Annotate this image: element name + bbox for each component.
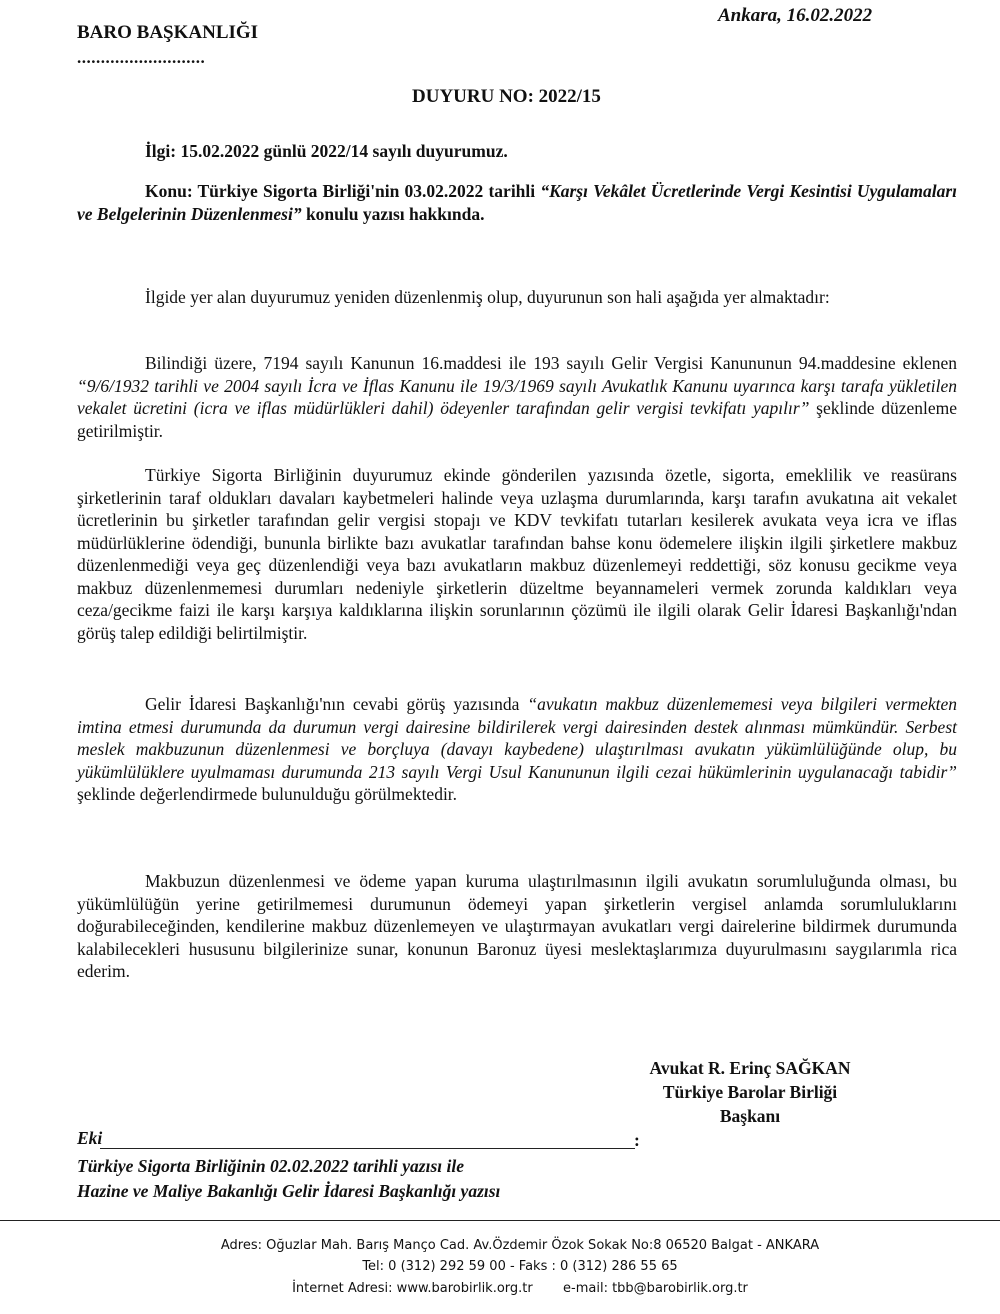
body-paragraph-5	[77, 870, 957, 983]
p4-quote: “avukatın makbuz düzenlememesi veya bilgileri vermekten imtina etmesi durumunda da durumun vergi dairesine bildirilerek vergi dairesinden destek alınması mümkündür. Serbest meslek makbuzunun düzenlenmesi ve borçluya (davayı kaybedene) ulaştırılması avukatın yükümlülüğünde olup, bu yükümlülüklere uyulmaması durumunda 213 sayılı Vergi Usul Kanununun ilgili cezai hükümlerinin uygulanacağı tabidir”	[77, 694, 958, 782]
p2-quote: “9/6/1932 tarihli ve 2004 sayılı İcra ve İflas Kanunu ile 19/3/1969 sayılı Avukatlık Kanunu uyarınca karşı tarafa yükletilen vekalet ücretini (icra ve iflas müdürlükleri dahil) ödeyenler tarafından gelir vergisi tevkifatı yapılır”	[77, 375, 957, 418]
body-paragraph-2	[77, 352, 957, 442]
p4-outro: şeklinde değerlendirmede bulunulduğu görülmektedir.	[77, 784, 458, 804]
subject-suffix: konulu yazısı hakkında.	[305, 204, 485, 224]
footer-phone: Tel: 0 (312) 292 59 00 - Faks : 0 (312) 286 55 65	[362, 1259, 678, 1274]
signatory-name: Avukat R. Erinç SAĞKAN	[649, 1058, 851, 1078]
body-p5-text: Makbuzun düzenlenmesi ve ödeme yapan kuruma ulaştırılmasının ilgili avukatın sorumluluğunda olması, bu yükümlülüğün yerine getirilmemesi durumunun ödemeyi yapan şirketlerin vergisel anlamda sorumluluklarını doğurabileceğinden, kendilerine makbuz düzenlemeyen ve ulaştırmayan avukatları vergi dairelerine bildirmek durumunda kalabilecekleri hususunu bilgilerinize sunar, konunun Baronuz üyesi meslektaşlarımıza duyurulmasını saygılarımla rica ederim.	[77, 871, 957, 981]
attachment-item-1: Türkiye Sigorta Birliğinin 02.02.2022 tarihli yazısı ile	[77, 1156, 464, 1176]
footer-email[interactable]: e-mail: tbb@barobirlik.org.tr	[563, 1281, 748, 1296]
body-paragraph-4	[77, 693, 957, 806]
subject-prefix: Konu: Türkiye Sigorta Birliği'nin 03.02.2022 tarihli	[145, 181, 536, 201]
recipient: BARO BAŞKANLIĞI	[77, 22, 259, 43]
subject-title: “Karşı Vekâlet Ücretlerinde Vergi Kesintisi Uygulamaları ve Belgelerinin Düzenlenmesi”	[77, 181, 957, 224]
footer-contact	[0, 1281, 1000, 1296]
recipient-dots: ...........................	[77, 48, 206, 67]
signature-block	[600, 1056, 900, 1128]
body-p1-text: İlgide yer alan duyurumuz yeniden düzenlenmiş olup, duyurunun son hali aşağıda yer almaktadır:	[145, 287, 830, 307]
attachments-label: Eki	[77, 1128, 103, 1148]
attachment-item-2: Hazine ve Maliye Bakanlığı Gelir İdaresi Başkanlığı yazısı	[77, 1181, 501, 1201]
footer-address: Adres: Oğuzlar Mah. Barış Manço Cad. Av.Özdemir Özok Sokak No:8 06520 Balgat - ANKARA	[220, 1238, 820, 1253]
footer-divider	[0, 1220, 1000, 1221]
body-paragraph-3	[77, 464, 957, 644]
body-paragraph-1	[77, 286, 957, 309]
signatory-title: Başkanı	[719, 1106, 781, 1126]
p2-intro: Bilindiği üzere, 7194 sayılı Kanunun 16.maddesi ile 193 sayılı Gelir Vergisi Kanununun 94.maddesine eklenen	[145, 353, 957, 373]
announcement-number: DUYURU NO: 2022/15	[412, 86, 601, 107]
subject-block	[77, 180, 957, 226]
body-p3-text: Türkiye Sigorta Birliğinin duyurumuz ekinde gönderilen yazısında özetle, sigorta, emeklilik ve reasürans şirketlerinin taraf oldukları davaları kaybetmeleri halinde veya uzlaşma durumlarında, karşı tarafın avukatına ait vekalet ücretlerinin bu şirketler tarafından gelir vergisi stopajı ve KDV tevkifatı tutarları kesilerek avukata veya icra ve iflas müdürlüklerine ödendiği, bununla birlikte bazı avukatlar tarafından bahse konu ödemelere ilişkin ilgili şirketlere makbuz düzenlenmediği veya geç düzenlendiği veya bazı avukatların makbuz düzenlemeyi reddettiği, söz konusu gecikme veya makbuz düzenlenmemesi durumları nedeniyle şirketlerin düzeltme beyannameleri vermek zorunda kaldıkları veya ceza/gecikme faizi ile karşı karşıya kaldıklarına ilişkin sorunlarının çözümü ile ilgili olarak Gelir İdaresi Başkanlığı'ndan görüş talep edildiği belirtilmiştir.	[77, 465, 957, 643]
footer-web[interactable]: İnternet Adresi: www.barobirlik.org.tr	[292, 1281, 533, 1296]
signatory-org: Türkiye Barolar Birliği	[662, 1082, 838, 1102]
p2-outro: şeklinde düzenleme getirilmiştir.	[77, 398, 957, 441]
attachments-colon: :	[634, 1130, 640, 1150]
p4-intro: Gelir İdaresi Başkanlığı'nın cevabi görüş yazısında	[145, 694, 520, 714]
attachments-rule	[100, 1148, 635, 1149]
reference-line: İlgi: 15.02.2022 günlü 2022/14 sayılı duyurumuz.	[145, 141, 508, 161]
place-date: Ankara, 16.02.2022	[718, 5, 873, 26]
